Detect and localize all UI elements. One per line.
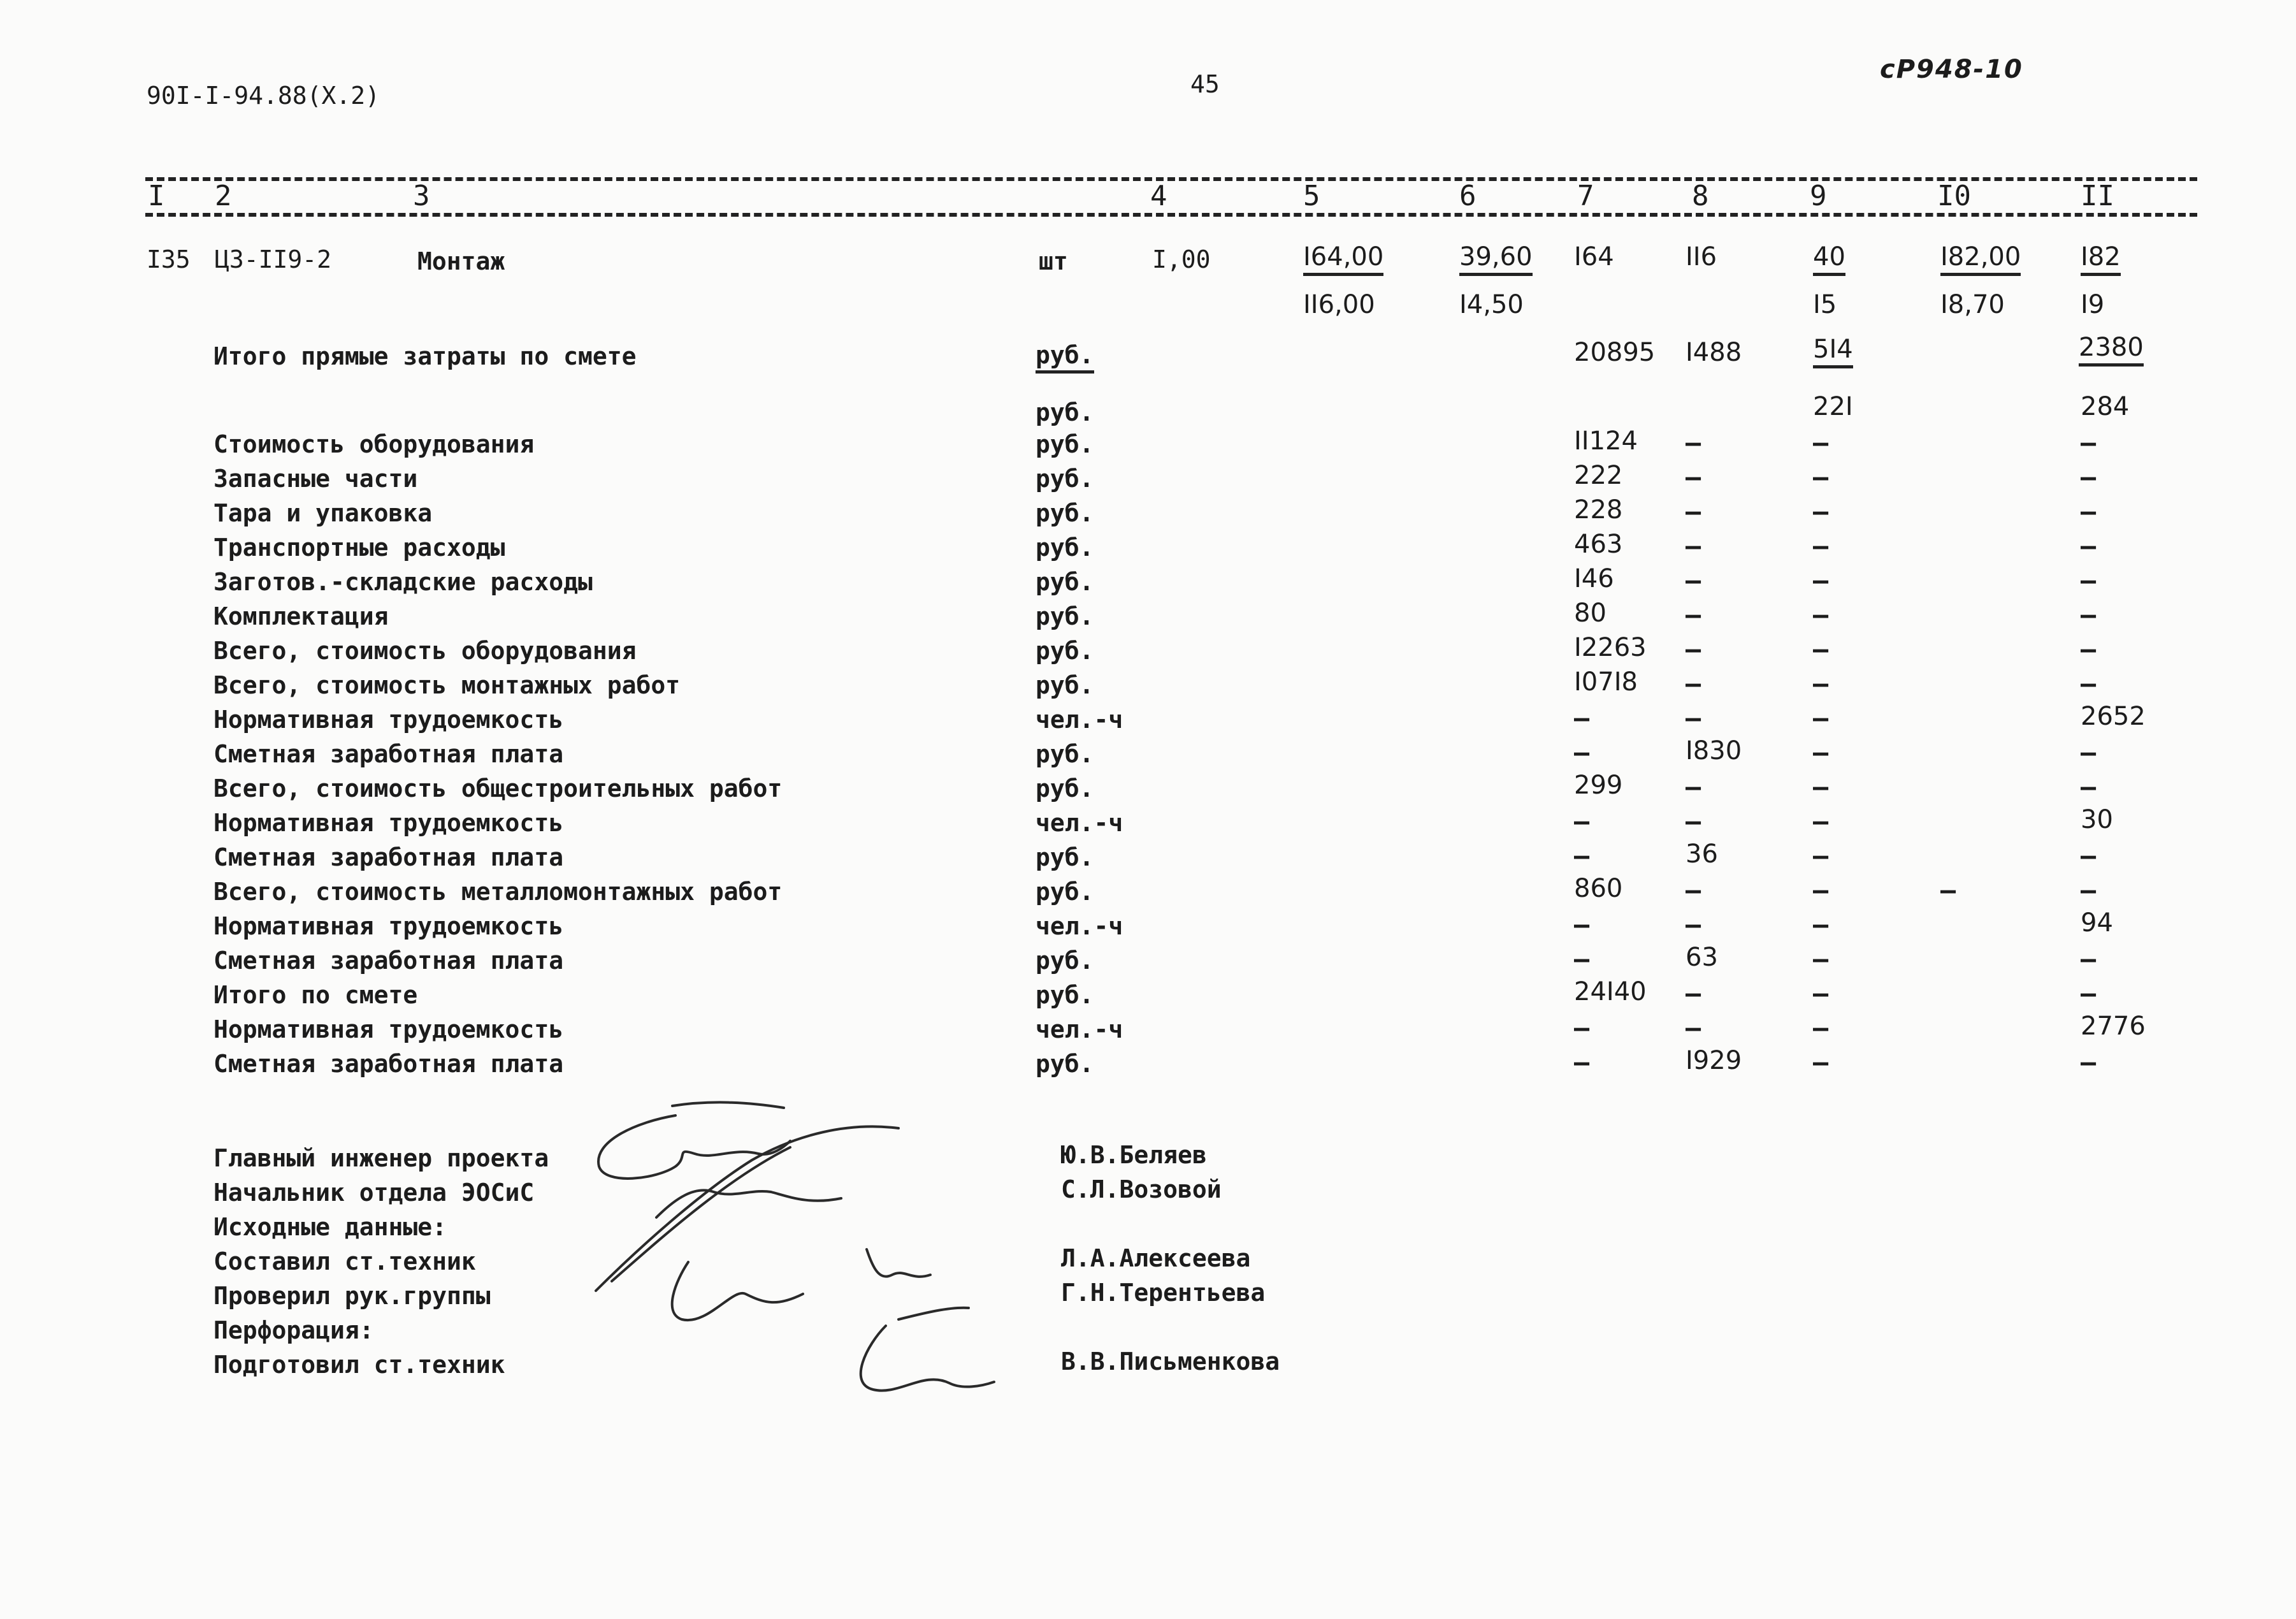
- column-header-3: 3: [413, 180, 430, 212]
- row-col9: –: [1813, 807, 1829, 836]
- row-label: Сметная заработная плата: [213, 947, 564, 975]
- row-col9: –: [1813, 463, 1829, 492]
- item-col5-bottom: II6,00: [1303, 290, 1375, 319]
- signature-name: Ю.В.Беляев: [1061, 1141, 1207, 1169]
- item-col5-top: I64,00: [1303, 242, 1383, 276]
- row-col7: –: [1574, 1048, 1590, 1077]
- signature-name: Г.Н.Терентьева: [1061, 1279, 1266, 1307]
- row-label: Нормативная трудоемкость: [213, 809, 564, 837]
- row-col10: –: [1940, 876, 1956, 905]
- row-col11: –: [2081, 669, 2097, 699]
- row-unit: чел.-ч: [1036, 1015, 1123, 1043]
- row-col9: –: [1813, 773, 1829, 802]
- signature-mark-2: [672, 1102, 784, 1108]
- row-unit: руб.: [1036, 671, 1094, 699]
- item-col7: I64: [1574, 242, 1614, 272]
- item-col9-top: 40: [1813, 242, 1845, 276]
- row-col9: –: [1813, 532, 1829, 561]
- row-label: Всего, стоимость монтажных работ: [213, 671, 681, 699]
- row-col9: –: [1813, 635, 1829, 664]
- column-header-7: 7: [1577, 180, 1594, 212]
- row-col9: –: [1813, 876, 1829, 905]
- row-col7: –: [1574, 704, 1590, 733]
- column-header-10: I0: [1937, 180, 1971, 212]
- row-col11: –: [2081, 600, 2097, 630]
- row-col11: –: [2081, 738, 2097, 767]
- row-col8: –: [1686, 979, 1701, 1008]
- row-label: Транспортные расходы: [213, 534, 505, 562]
- signature-role: Составил ст.техник: [213, 1247, 476, 1275]
- row-label: Нормативная трудоемкость: [213, 1015, 564, 1043]
- signature-mark-7: [867, 1249, 930, 1277]
- row-col7: 80: [1574, 599, 1606, 628]
- row-unit: руб.: [1036, 843, 1094, 871]
- row-col9: –: [1813, 566, 1829, 595]
- row-col9: –: [1813, 910, 1829, 940]
- row-unit: руб.: [1036, 637, 1094, 665]
- row-label: Тара и упаковка: [213, 499, 433, 527]
- signature-mark-6: [672, 1262, 803, 1320]
- row-col8: –: [1686, 910, 1701, 940]
- row-unit: руб.: [1036, 774, 1094, 802]
- signature-mark-4: [612, 1147, 790, 1281]
- row-unit: чел.-ч: [1036, 912, 1123, 940]
- item-col10-bottom: I8,70: [1940, 290, 2005, 319]
- row-col11: –: [2081, 463, 2097, 492]
- row-label: Нормативная трудоемкость: [213, 706, 564, 734]
- totals-direct-col11: 2380: [2079, 333, 2144, 367]
- item-col11-top: I82: [2081, 242, 2121, 276]
- row-col8: –: [1686, 428, 1701, 458]
- row-col8: –: [1686, 807, 1701, 836]
- row-label: Итого по смете: [213, 981, 418, 1009]
- row-col8: –: [1686, 669, 1701, 699]
- row-col9: –: [1813, 1013, 1829, 1043]
- row-col7: –: [1574, 1013, 1590, 1043]
- row-label: Стоимость оборудования: [213, 430, 535, 458]
- row-col11: 94: [2081, 908, 2113, 938]
- signature-role: Перфорация:: [213, 1316, 374, 1344]
- row-col9: –: [1813, 497, 1829, 526]
- column-header-9: 9: [1810, 180, 1827, 212]
- row-col7: –: [1574, 841, 1590, 871]
- row-col7: 228: [1574, 495, 1623, 525]
- row-unit: руб.: [1036, 981, 1094, 1009]
- row-col11: 2776: [2081, 1012, 2146, 1041]
- item-col6-top: 39,60: [1459, 242, 1533, 276]
- row-unit: чел.-ч: [1036, 706, 1123, 734]
- row-col7: 860: [1574, 874, 1623, 903]
- row-unit: руб.: [1036, 1050, 1094, 1078]
- row-col8: –: [1686, 635, 1701, 664]
- column-header-8: 8: [1692, 180, 1709, 212]
- row-col11: –: [2081, 1048, 2097, 1077]
- row-label: Нормативная трудоемкость: [213, 912, 564, 940]
- signature-role: Подготовил ст.техник: [213, 1351, 505, 1379]
- item-name: Монтаж: [417, 247, 505, 275]
- row-unit: руб.: [1036, 740, 1094, 768]
- row-col8: –: [1686, 773, 1701, 802]
- row-col9: –: [1813, 600, 1829, 630]
- row-col9: –: [1813, 979, 1829, 1008]
- row-label: Заготов.-складские расходы: [213, 568, 593, 596]
- row-col7: –: [1574, 945, 1590, 974]
- item-unit: шт: [1039, 247, 1068, 275]
- signature-mark-8: [861, 1326, 994, 1391]
- totals-direct-unit-2: руб.: [1036, 398, 1094, 426]
- signature-name: С.Л.Возовой: [1061, 1175, 1222, 1203]
- column-header-2: 2: [215, 180, 232, 212]
- row-unit: руб.: [1036, 568, 1094, 596]
- row-label: Комплектация: [213, 602, 389, 630]
- signature-role: Начальник отдела ЭОСиС: [213, 1179, 535, 1207]
- row-col8: –: [1686, 497, 1701, 526]
- row-col8: –: [1686, 532, 1701, 561]
- row-unit: руб.: [1036, 465, 1094, 493]
- row-col11: –: [2081, 773, 2097, 802]
- row-col7: –: [1574, 738, 1590, 767]
- row-col9: –: [1813, 1048, 1829, 1077]
- row-col8: –: [1686, 1013, 1701, 1043]
- row-unit: чел.-ч: [1036, 809, 1123, 837]
- row-col11: –: [2081, 566, 2097, 595]
- row-col8: –: [1686, 463, 1701, 492]
- row-col8: I830: [1686, 736, 1742, 766]
- totals-direct-col7: 20895: [1574, 338, 1656, 367]
- row-col8: –: [1686, 876, 1701, 905]
- row-col7: 222: [1574, 461, 1623, 490]
- row-col11: 2652: [2081, 702, 2146, 731]
- item-quantity: I,00: [1152, 245, 1211, 273]
- item-col9-bottom: I5: [1813, 290, 1837, 319]
- row-col11: –: [2081, 635, 2097, 664]
- totals-direct-col9-2: 22I: [1813, 392, 1853, 421]
- totals-direct-label: Итого прямые затраты по смете: [213, 342, 637, 370]
- row-unit: руб.: [1036, 499, 1094, 527]
- row-col8: 63: [1686, 943, 1718, 972]
- column-header-5: 5: [1303, 180, 1320, 212]
- totals-direct-col8: I488: [1686, 338, 1742, 367]
- row-col11: 30: [2081, 805, 2113, 834]
- totals-direct-unit: руб.: [1036, 341, 1094, 374]
- row-col9: –: [1813, 704, 1829, 733]
- signature-name: В.В.Письменкова: [1061, 1347, 1280, 1376]
- row-label: Сметная заработная плата: [213, 843, 564, 871]
- item-col11-bottom: I9: [2081, 290, 2105, 319]
- row-col8: 36: [1686, 839, 1718, 869]
- row-col11: –: [2081, 428, 2097, 458]
- totals-direct-col9: 5I4: [1813, 335, 1853, 368]
- row-label: Всего, стоимость металломонтажных работ: [213, 878, 783, 906]
- row-col9: –: [1813, 945, 1829, 974]
- row-label: Запасные части: [213, 465, 418, 493]
- column-header-6: 6: [1459, 180, 1477, 212]
- row-col7: I07I8: [1574, 667, 1638, 697]
- row-unit: руб.: [1036, 430, 1094, 458]
- item-col8: II6: [1686, 242, 1717, 272]
- row-col8: –: [1686, 566, 1701, 595]
- row-col7: I46: [1574, 564, 1614, 593]
- row-unit: руб.: [1036, 947, 1094, 975]
- signature-mark-1: [598, 1115, 790, 1179]
- signature-role: Проверил рук.группы: [213, 1282, 491, 1310]
- signature-role: Главный инженер проекта: [213, 1144, 549, 1172]
- row-col7: I2263: [1574, 633, 1647, 662]
- row-col8: I929: [1686, 1046, 1742, 1075]
- row-col11: –: [2081, 841, 2097, 871]
- column-header-11: II: [2081, 180, 2114, 212]
- signature-mark-9: [899, 1308, 969, 1319]
- signature-mark-5: [656, 1190, 841, 1217]
- row-label: Сметная заработная плата: [213, 1050, 564, 1078]
- row-unit: руб.: [1036, 534, 1094, 562]
- row-label: Всего, стоимость общестроительных работ: [213, 774, 783, 802]
- reference-code: сР948-10: [1880, 55, 2023, 84]
- item-code: ЦЗ-II9-2: [215, 245, 332, 273]
- row-col7: 299: [1574, 771, 1623, 800]
- row-col7: –: [1574, 807, 1590, 836]
- signature-role: Исходные данные:: [213, 1213, 447, 1241]
- signature-name: Л.А.Алексеева: [1061, 1244, 1251, 1272]
- row-label: Всего, стоимость оборудования: [213, 637, 637, 665]
- row-unit: руб.: [1036, 878, 1094, 906]
- row-col9: –: [1813, 669, 1829, 699]
- item-col6-bottom: I4,50: [1459, 290, 1524, 319]
- row-col9: –: [1813, 428, 1829, 458]
- row-col11: –: [2081, 532, 2097, 561]
- column-header-4: 4: [1150, 180, 1167, 212]
- row-col11: –: [2081, 876, 2097, 905]
- row-col8: –: [1686, 600, 1701, 630]
- row-col8: –: [1686, 704, 1701, 733]
- column-header-1: I: [148, 180, 165, 212]
- row-col7: II124: [1574, 426, 1638, 456]
- row-col7: –: [1574, 910, 1590, 940]
- row-col7: 24I40: [1574, 977, 1647, 1006]
- row-col11: –: [2081, 979, 2097, 1008]
- row-label: Сметная заработная плата: [213, 740, 564, 768]
- row-col11: –: [2081, 497, 2097, 526]
- totals-direct-col11-2: 284: [2081, 392, 2130, 421]
- document-code: 90I-I-94.88(X.2): [147, 82, 380, 110]
- row-col11: –: [2081, 945, 2097, 974]
- item-number: I35: [147, 245, 191, 273]
- item-col10-top: I82,00: [1940, 242, 2021, 276]
- row-unit: руб.: [1036, 602, 1094, 630]
- row-col7: 463: [1574, 530, 1623, 559]
- page-number: 45: [1190, 70, 1220, 98]
- row-col9: –: [1813, 841, 1829, 871]
- row-col9: –: [1813, 738, 1829, 767]
